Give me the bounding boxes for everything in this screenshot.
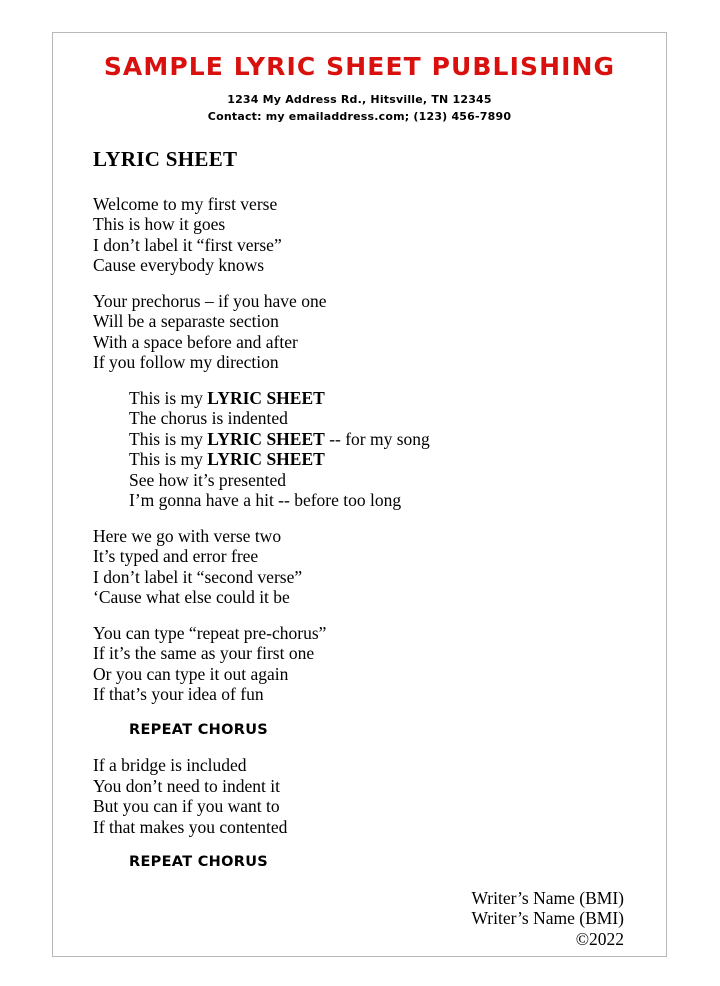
lyric-line bbox=[129, 470, 666, 491]
lyric-text: You don’t need to indent it bbox=[93, 775, 280, 796]
pre-chorus bbox=[93, 291, 666, 373]
lyric-line bbox=[93, 796, 666, 817]
writer-credits bbox=[53, 888, 624, 950]
pre-chorus-two bbox=[93, 623, 666, 705]
lyric-text: Cause everybody knows bbox=[93, 255, 265, 275]
bridge bbox=[93, 755, 666, 837]
lyric-text: See how it’s presented bbox=[129, 469, 286, 490]
lyric-text: But you can if you want to bbox=[93, 796, 280, 816]
lyric-text: Or you can type it out again bbox=[93, 663, 289, 684]
page-title: LYRIC SHEET bbox=[93, 146, 238, 171]
publisher-name: SAMPLE LYRIC SHEET PUBLISHING bbox=[103, 52, 616, 81]
lyric-text: This is my bbox=[129, 428, 208, 449]
lyric-text: This is my bbox=[129, 449, 208, 469]
lyric-text: I’m gonna have a hit -- before too long bbox=[129, 490, 402, 510]
lyric-line bbox=[93, 776, 666, 797]
repeat-chorus-label-two: REPEAT CHORUS bbox=[129, 854, 269, 870]
lyric-line bbox=[93, 194, 666, 215]
lyric-line bbox=[93, 643, 666, 664]
lyrics-body bbox=[93, 194, 666, 873]
lyric-text: I don’t label it “first verse” bbox=[93, 234, 282, 255]
lyric-text: This is how it goes bbox=[93, 214, 226, 234]
lyric-text: It’s typed and error free bbox=[93, 546, 259, 566]
letterhead bbox=[53, 33, 666, 123]
lyric-line bbox=[93, 255, 666, 276]
lyric-line bbox=[93, 817, 666, 838]
lyric-line bbox=[93, 546, 666, 567]
lyric-line bbox=[129, 490, 666, 511]
lyric-text: Will be a separaste section bbox=[93, 311, 279, 331]
lyric-text: If it’s the same as your first one bbox=[93, 643, 315, 663]
lyric-text: You can type “repeat pre-chorus” bbox=[93, 622, 327, 643]
lyric-line bbox=[93, 587, 666, 608]
lyric-text: Your prechorus – if you have one bbox=[93, 290, 327, 311]
credit-line: Writer’s Name (BMI) bbox=[471, 908, 624, 928]
lyric-emphasis: LYRIC SHEET bbox=[207, 387, 325, 408]
lyric-line bbox=[93, 352, 666, 373]
lyric-line bbox=[93, 214, 666, 235]
lyric-text: If you follow my direction bbox=[93, 352, 279, 372]
lyric-text: ‘Cause what else could it be bbox=[93, 587, 290, 607]
lyric-text: This is my bbox=[129, 387, 208, 408]
lyric-text: If a bridge is included bbox=[93, 755, 247, 775]
lyric-line bbox=[93, 623, 666, 644]
chorus bbox=[129, 388, 666, 511]
lyric-line bbox=[129, 429, 666, 450]
lyric-text: The chorus is indented bbox=[129, 408, 288, 428]
verse-two bbox=[93, 526, 666, 608]
credit-line: Writer’s Name (BMI) bbox=[471, 887, 624, 908]
lyric-line bbox=[93, 684, 666, 705]
lyric-line bbox=[93, 291, 666, 312]
publisher-contact: Contact: my emailaddress.com; (123) 456-7890 bbox=[207, 109, 512, 123]
lyric-line bbox=[93, 526, 666, 547]
verse-one bbox=[93, 194, 666, 276]
lyric-line bbox=[93, 332, 666, 353]
publisher-address: 1234 My Address Rd., Hitsville, TN 12345 bbox=[227, 92, 492, 106]
lyric-line bbox=[93, 235, 666, 256]
lyric-emphasis: LYRIC SHEET bbox=[207, 449, 325, 469]
lyric-text: With a space before and after bbox=[93, 331, 298, 352]
lyric-text: If that’s your idea of fun bbox=[93, 684, 264, 704]
credit-line: ©2022 bbox=[575, 928, 624, 949]
repeat-chorus-label-one: REPEAT CHORUS bbox=[129, 721, 269, 738]
lyric-line bbox=[93, 567, 666, 588]
lyric-sheet-page bbox=[52, 32, 667, 957]
lyric-text: -- for my song bbox=[324, 428, 430, 449]
lyric-line bbox=[93, 311, 666, 332]
lyric-text: Here we go with verse two bbox=[93, 525, 282, 546]
lyric-text: If that makes you contented bbox=[93, 816, 288, 837]
lyric-line bbox=[93, 664, 666, 685]
lyric-text: Welcome to my first verse bbox=[93, 193, 278, 214]
lyric-line bbox=[129, 388, 666, 409]
lyric-line bbox=[93, 755, 666, 776]
lyric-line bbox=[129, 449, 666, 470]
lyric-emphasis: LYRIC SHEET bbox=[207, 428, 325, 449]
lyric-line bbox=[129, 408, 666, 429]
lyric-text: I don’t label it “second verse” bbox=[93, 566, 303, 587]
